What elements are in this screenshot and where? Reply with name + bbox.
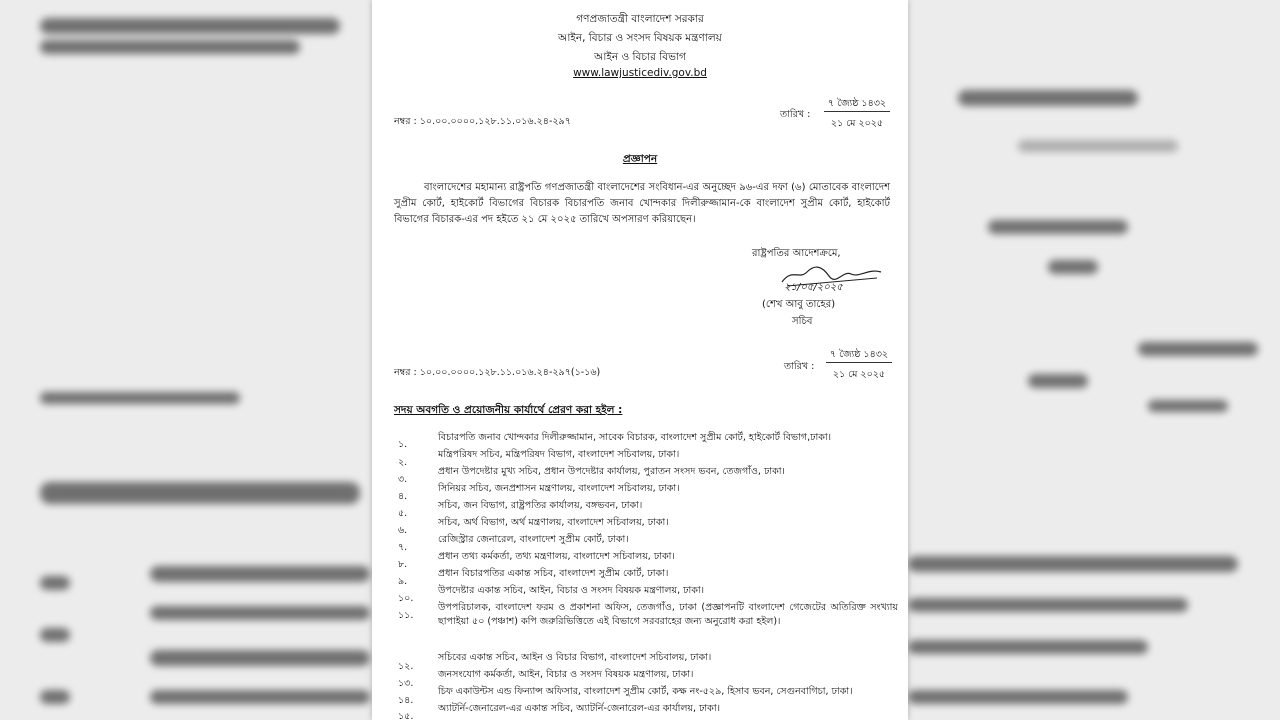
list-item-text: প্রধান বিচারপতির একান্ত সচিব, বাংলাদেশ সুপ্রীম কোর্ট, ঢাকা। bbox=[438, 568, 669, 579]
blurred-backdrop-right bbox=[908, 0, 1280, 720]
website-link[interactable]: www.lawjusticediv.gov.bd bbox=[573, 67, 707, 79]
list-item-number: ৮. bbox=[398, 559, 408, 570]
list-item-text: চিফ একাউন্টস এন্ড ফিন্যান্স অফিসার, বাংলাদেশ সুপ্রীম কোর্ট, কক্ষ নং-৫২৯, হিসাব ভবন, সেগুনবাগিচা, ঢাকা। bbox=[438, 686, 853, 697]
list-item-text: উপদেষ্টার একান্ত সচিব, আইন, বিচার ও সংসদ বিষয়ক মন্ত্রণালয়, ঢাকা। bbox=[438, 585, 705, 596]
list-item-text: সিনিয়র সচিব, জনপ্রশাসন মন্ত্রণালয়, বাংলাদেশ সচিবালয়, ঢাকা। bbox=[438, 483, 680, 494]
date-english: ২১ মে ২০২৫ bbox=[830, 118, 884, 129]
list-item-text: প্রধান তথ্য কর্মকর্তা, তথ্য মন্ত্রণালয়, বাংলাদেশ সচিবালয়, ঢাকা। bbox=[438, 551, 675, 562]
list-item-number: ১২. bbox=[398, 661, 414, 672]
list-item-number: ১০. bbox=[398, 593, 414, 604]
list-item-number: ১৩. bbox=[398, 678, 414, 689]
list-item-text: জনসংযোগ কর্মকর্তা, আইন, বিচার ও সংসদ বিষয়ক মন্ত্রণালয়, ঢাকা। bbox=[438, 669, 694, 680]
memo2-date-label: তারিখ : bbox=[784, 361, 815, 372]
order-line: রাষ্ট্রপতির আদেশক্রমে, bbox=[752, 248, 841, 259]
list-item-text: মন্ত্রিপরিষদ সচিব, মন্ত্রিপরিষদ বিভাগ, বাংলাদেশ সচিবালয়, ঢাকা। bbox=[438, 449, 680, 460]
memo2-number: নম্বর : ১০.০০.০০০০.১২৮.১১.০১৬.২৪-২৯৭(১-১৬) bbox=[394, 367, 601, 378]
list-item-text: সচিব, জন বিভাগ, রাষ্ট্রপতির কার্যালয়, বঙ্গভবন, ঢাকা। bbox=[438, 500, 643, 511]
ministry-name: আইন, বিচার ও সংসদ বিষয়ক মন্ত্রণালয় bbox=[558, 32, 722, 44]
list-item-text: প্রধান উপদেষ্টার মুখ্য সচিব, প্রধান উপদেষ্টার কার্যালয়, পুরাতন সংসদ ভবন, তেজগাঁও, ঢাকা। bbox=[438, 466, 785, 477]
document-page bbox=[372, 0, 908, 720]
blurred-backdrop-left bbox=[0, 0, 372, 720]
date-label: তারিখ : bbox=[780, 109, 811, 120]
memo2-date-bangla: ৭ জ্যৈষ্ঠ ১৪৩২ bbox=[829, 349, 889, 360]
list-item-text: সচিব, অর্থ বিভাগ, অর্থ মন্ত্রণালয়, বাংলাদেশ সচিবালয়, ঢাকা। bbox=[438, 517, 669, 528]
list-item-number: ১১. bbox=[398, 610, 414, 621]
list-item-number: ৯. bbox=[398, 576, 408, 587]
notice-body: বাংলাদেশের মহামান্য রাষ্ট্রপতি গণপ্রজাতন্ত্রী বাংলাদেশের সংবিধান-এর অনুচ্ছেদ ৯৬-এর দফা (৬) মোতাবেক বাংলাদেশ সুপ্রীম কোর্ট, হাইকোর্ট বিভাগের বিচারক বিচারপতি জনাব খোন্দকার দিলীরুজ্জামান-কে বাংলাদেশ সুপ্রীম কোর্ট, হাইকোর্ট বিভাগের বিচারক-এর পদ হইতে ২১ মে ২০২৫ তারিখে অপসারণ করিয়াছেন। bbox=[394, 182, 890, 225]
list-item-text: সচিবের একান্ত সচিব, আইন ও বিচার বিভাগ, বাংলাদেশ সচিবালয়, ঢাকা। bbox=[438, 652, 712, 663]
list-item-number: ৬. bbox=[398, 525, 408, 536]
division-name: আইন ও বিচার বিভাগ bbox=[594, 51, 686, 63]
memo-number: নম্বর : ১০.০০.০০০০.১২৮.১১.০১৬.২৪-২৯৭ bbox=[394, 116, 571, 127]
distribution-heading: সদয় অবগতি ও প্রয়োজনীয় কার্যার্থে প্রেরণ করা হইল : bbox=[394, 404, 623, 416]
list-item-number: ৫. bbox=[398, 508, 408, 519]
list-item-number: ১৪. bbox=[398, 695, 414, 706]
list-item-text: বিচারপতি জনাব খোন্দকার দিলীরুজ্জামান, সাবেক বিচারক, বাংলাদেশ সুপ্রীম কোর্ট, হাইকোর্ট বিভাগ,ঢাকা। bbox=[438, 432, 832, 443]
list-item-text: উপপরিচালক, বাংলাদেশ ফরম ও প্রকাশনা অফিস, তেজগাঁও, ঢাকা (প্রজ্ঞাপনটি বাংলাদেশ গেজেটের অতিরিক্ত সংখ্যায় ছাপাইয়া ৫০ (পঞ্চাশ) কপি জরুরিভিত্তিতে এই বিভাগে সরবরাহের জন্য অনুরোধ করা হইল)। bbox=[438, 602, 898, 627]
list-item-number: ১. bbox=[398, 439, 408, 450]
list-item-number: ৭. bbox=[398, 542, 408, 553]
memo2-date-divider bbox=[826, 362, 892, 363]
memo2-date-english: ২১ মে ২০২৫ bbox=[832, 369, 886, 380]
blurred-backdrop-right-content bbox=[908, 0, 1280, 720]
gov-name: গণপ্রজাতন্ত্রী বাংলাদেশ সরকার bbox=[576, 13, 704, 25]
notice-title: প্রজ্ঞাপন bbox=[622, 153, 658, 165]
signatory-name: (শেখ আবু তাহের) bbox=[762, 299, 836, 310]
list-item-text: রেজিস্ট্রার জেনারেল, বাংলাদেশ সুপ্রীম কোর্ট, ঢাকা। bbox=[438, 534, 629, 545]
date-divider bbox=[824, 111, 890, 112]
list-item-number: ২. bbox=[398, 457, 408, 468]
list-item-number: ৩. bbox=[398, 474, 408, 485]
list-item-text: অ্যাটর্নি-জেনারেল-এর একান্ত সচিব, অ্যাটর্নি-জেনারেল-এর কার্যালয়, ঢাকা। bbox=[438, 703, 720, 714]
date-bangla: ৭ জ্যৈষ্ঠ ১৪৩২ bbox=[827, 98, 887, 109]
signed-date: ২১/০৫/২০২৫ bbox=[784, 282, 843, 293]
blurred-backdrop-left-content bbox=[0, 0, 372, 720]
list-item-number: ১৫. bbox=[398, 711, 414, 720]
signatory-designation: সচিব bbox=[792, 316, 813, 327]
list-item-number: ৪. bbox=[398, 491, 408, 502]
